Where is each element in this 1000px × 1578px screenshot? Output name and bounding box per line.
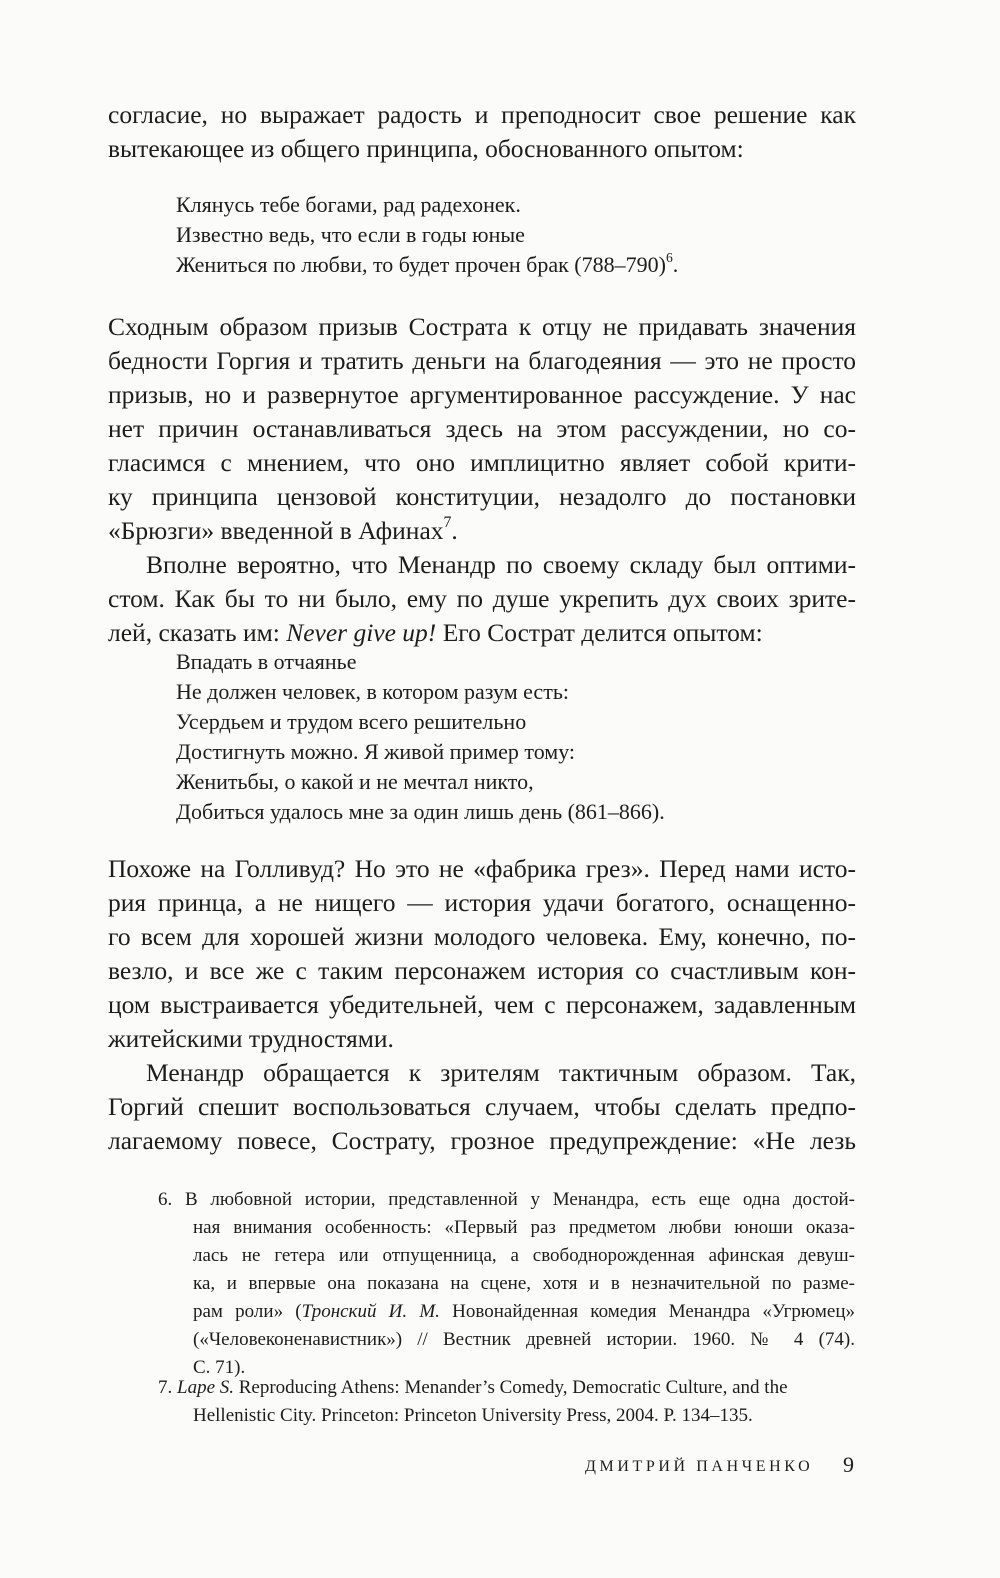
para4-line-4: везло, и все же с таким персонажем история со счастливым кон- <box>108 956 856 985</box>
footnote-6-line-2: ная внимания особенность: «Первый раз предметом любви юноши оказа- <box>193 1217 855 1238</box>
verse1-line-2: Известно ведь, что если в годы юные <box>176 222 525 247</box>
footnote-6-line-5: рам роли» (Тронский И. М. Новонайденная комедия Менандра «Угрюмец» <box>193 1301 856 1322</box>
para3-line-3: лей, сказать им: Never give up! Его Сострат делится опытом: <box>108 618 763 647</box>
verse2-line-1: Впадать в отчаянье <box>176 649 357 674</box>
page-number: 9 <box>843 1452 854 1477</box>
english-phrase: Never give up! <box>286 618 437 647</box>
para3-line-1: Вполне вероятно, что Менандр по своему складу был оптими- <box>146 550 856 579</box>
para4-line-5: цом выстраивается убедительней, чем с персонажем, задавленным <box>108 990 856 1019</box>
footnote-6-line-1: 6. В любовной истории, представленной у Менандра, есть еще одна достой- <box>158 1189 855 1210</box>
footnote-6-number: 6. <box>158 1189 173 1210</box>
footnote-ref-6[interactable]: 6 <box>665 249 673 265</box>
verse2-line-4: Достигнуть можно. Я живой пример тому: <box>176 739 576 764</box>
para2-line-1: Сходным образом призыв Сострата к отцу не придавать значения <box>108 312 856 341</box>
verse2-line-6: Добиться удалось мне за один лишь день (861–866). <box>176 799 665 824</box>
para2-line-6: ку принципа цензовой конституции, незадолго до постановки <box>108 482 856 511</box>
footnote-6-line-7: С. 71). <box>193 1357 246 1378</box>
footnote-6-line-4: ка, и впервые она показана на сцене, хотя и в незначительной по разме- <box>193 1273 855 1294</box>
para4-line-3: го всем для хорошей жизни молодого человека. Ему, конечно, по- <box>108 922 856 951</box>
para2-line-7: «Брюзги» введенной в Афинах$^7$. <box>108 514 458 545</box>
verse2-line-5: Женитьбы, о какой и не мечтал никто, <box>176 769 534 794</box>
footnote-6-line-6: («Человеконенавистник») // Вестник древней истории. 1960. № 4 (74). <box>193 1329 855 1350</box>
para4-line-1: Похоже на Голливуд? Но это не «фабрика грез». Перед нами исто- <box>108 854 856 883</box>
para2-line-2: бедности Горгия и тратить деньги на благодеяния — это не просто <box>108 346 856 375</box>
para4-line-6: житейскими трудностями. <box>108 1024 394 1053</box>
para5-line-3: лагаемому повесе, Сострату, грозное предупреждение: «Не лезь <box>108 1126 856 1155</box>
para4-line-2: рия принца, а не нищего — история удачи богатого, оснащенно- <box>108 888 856 917</box>
para1-line-1: согласие, но выражает радость и преподносит свое решение как <box>108 100 856 129</box>
verse2-line-2: Не должен человек, в котором разум есть: <box>176 679 569 704</box>
para5-line-2: Горгий спешит воспользоваться случаем, чтобы сделать предпо- <box>108 1092 856 1121</box>
verse2-line-3: Усердьем и трудом всего решительно <box>176 709 527 734</box>
footnote-7-line-1: 7. Lape S. Reproducing Athens: Menander’s Comedy, Democratic Culture, and the <box>158 1377 788 1398</box>
footnote-7-line-2: Hellenistic City. Princeton: Princeton University Press, 2004. P. 134–135. <box>193 1405 753 1426</box>
footnote-7-number: 7. <box>158 1377 173 1398</box>
verse1-line-1: Клянусь тебе богами, рад радехонек. <box>176 192 521 217</box>
running-footer-author: ДМИТРИЙ ПАНЧЕНКО <box>585 1458 814 1475</box>
para3-line-2: стом. Как бы то ни было, ему по душе укрепить дух своих зрите- <box>108 584 856 613</box>
para2-line-3: призыв, но и развернутое аргументированное рассуждение. У нас <box>108 380 856 409</box>
para5-line-1: Менандр обращается к зрителям тактичным образом. Так, <box>146 1058 856 1087</box>
para1-line-2: вытекающее из общего принципа, обоснованного опытом: <box>108 134 744 163</box>
footnote-6-line-3: лась не гетера или отпущенница, а свободнорожденная афинская девуш- <box>193 1245 855 1266</box>
footnote-ref-7[interactable]: 7 <box>443 514 452 532</box>
verse1-line-3: Жениться по любви, то будет прочен брак $(788-790)^6$. <box>176 249 679 277</box>
para2-line-5: гласимся с мнением, что оно имплицитно являет собой крити- <box>108 448 856 477</box>
para2-line-4: нет причин останавливаться здесь на этом рассуждении, но со- <box>108 414 856 443</box>
